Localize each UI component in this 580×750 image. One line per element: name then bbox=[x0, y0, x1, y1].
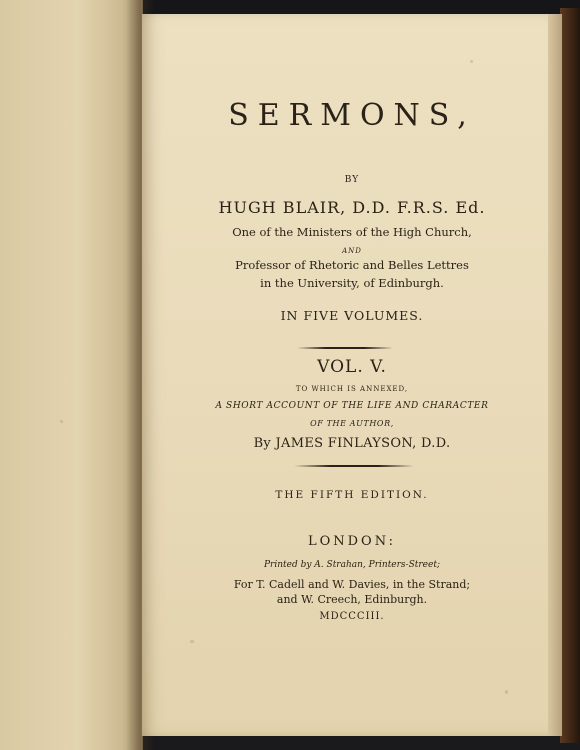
ornamental-rule bbox=[297, 347, 393, 349]
short-account-line: A SHORT ACCOUNT OF THE LIFE AND CHARACTER bbox=[215, 401, 489, 411]
publisher-line-cadell: For T. Cadell and W. Davies, in the Strand; bbox=[233, 578, 471, 591]
of-author-line: OF THE AUTHOR, bbox=[310, 419, 394, 428]
imprint-year: MDCCCIII. bbox=[319, 611, 385, 622]
author-name: HUGH BLAIR, D.D. F.R.S. Ed. bbox=[218, 198, 486, 217]
and-line: AND bbox=[342, 247, 362, 255]
printer-line: Printed by A. Strahan, Printers-Street; bbox=[264, 560, 440, 570]
left-page bbox=[0, 0, 143, 750]
author-role-professor: Professor of Rhetoric and Belles Lettres bbox=[235, 258, 469, 272]
author-university: in the University, of Edinburgh. bbox=[260, 276, 444, 290]
volume-number: VOL. V. bbox=[317, 357, 387, 377]
publisher-line-creech: and W. Creech, Edinburgh. bbox=[276, 593, 428, 606]
biographer-line: By JAMES FINLAYSON, D.D. bbox=[253, 436, 451, 451]
imprint-city: LONDON: bbox=[307, 534, 397, 549]
paper-speck bbox=[190, 640, 194, 643]
book-title: SERMONS, bbox=[228, 98, 476, 133]
by-line: BY bbox=[344, 175, 360, 185]
paper-speck bbox=[60, 420, 63, 423]
paper-speck bbox=[505, 690, 508, 694]
ornamental-rule bbox=[294, 465, 414, 467]
annexed-line: TO WHICH IS ANNEXED, bbox=[295, 385, 409, 393]
author-role-minister: One of the Ministers of the High Church, bbox=[232, 225, 472, 239]
edition-line: THE FIFTH EDITION. bbox=[275, 489, 429, 501]
book-cover-edge bbox=[560, 8, 580, 743]
volumes-line: IN FIVE VOLUMES. bbox=[280, 308, 424, 323]
paper-speck bbox=[470, 60, 473, 63]
